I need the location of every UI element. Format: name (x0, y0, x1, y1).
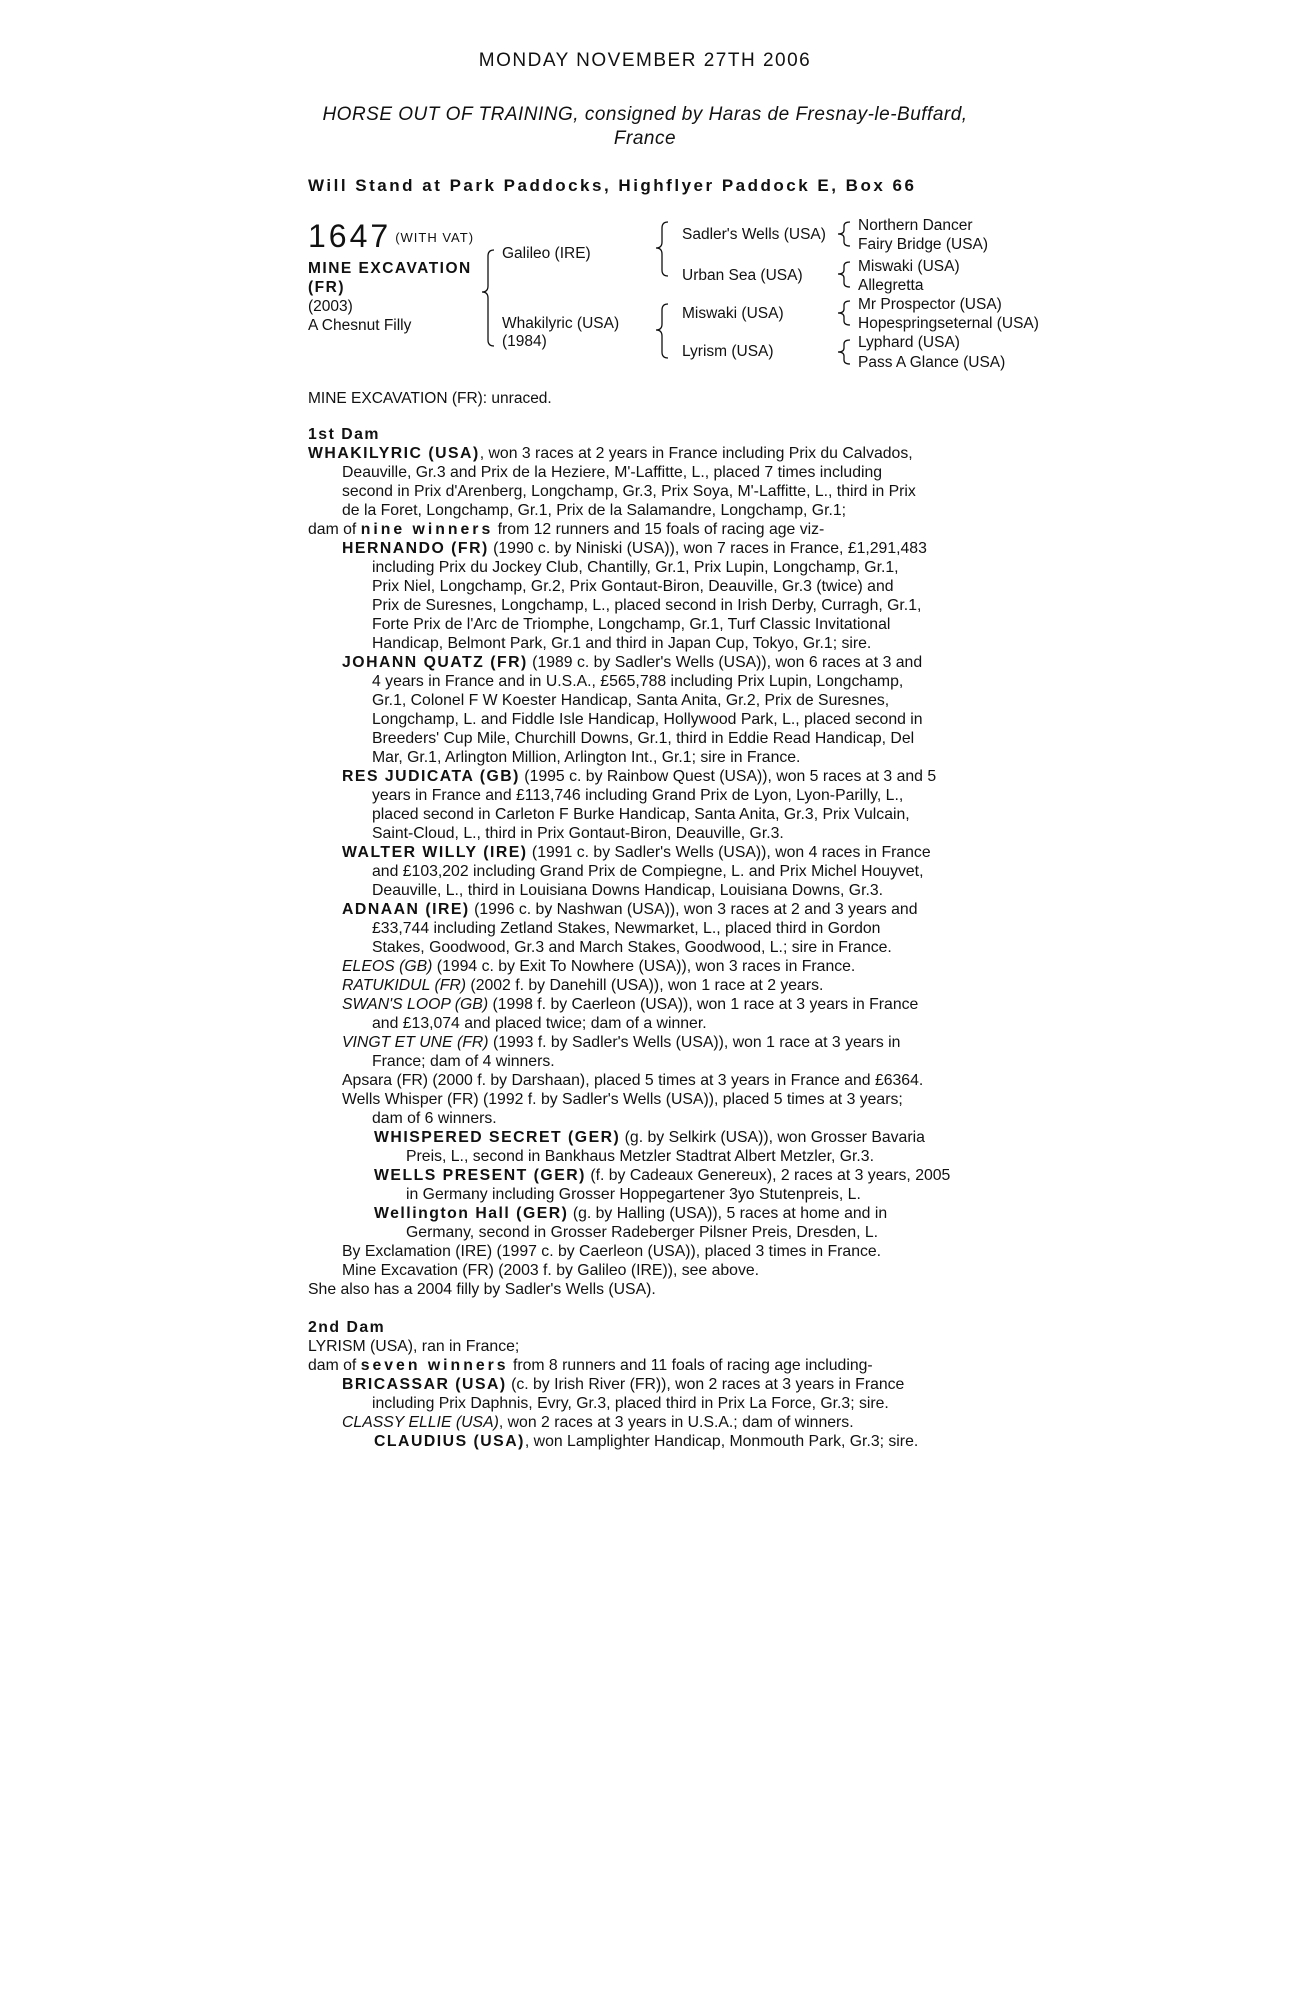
pedigree-dam-dam: Lyrism (USA) (682, 343, 774, 360)
grand-claudius: CLAUDIUS (USA), won Lamplighter Handicap, Monmouth Park, Gr.3; sire. (374, 1433, 919, 1450)
consignment-line: HORSE OUT OF TRAINING, consigned by Haras de Fresnay-le-Buffard, France (322, 104, 968, 149)
pedigree-brackets (0, 0, 1290, 400)
progeny-bricassar: BRICASSAR (USA) (c. by Irish River (FR)), won 2 races at 3 years in France including Prix Daphnis, Evry, Gr.3, placed third in Prix La Force, Gr.3; sire. (342, 1376, 905, 1412)
second-dam-of-line: dam of seven winners from 8 runners and 11 foals of racing age including- (308, 1357, 873, 1374)
pedigree-gen3-3: Miswaki (USA) (858, 258, 960, 275)
horse-name-line1: MINE EXCAVATION (308, 260, 472, 277)
pedigree-dam-sire: Miswaki (USA) (682, 305, 784, 322)
progeny-wells-whisper: Wells Whisper (FR) (1992 f. by Sadler's Wells (USA)), placed 5 times at 3 years; dam of 6 winners. (342, 1091, 903, 1127)
grand-whispered-secret: WHISPERED SECRET (GER) (g. by Selkirk (USA)), won Grosser Bavaria Preis, L., second in Bankhaus Metzler Stadtrat Albert Metzler, Gr.3. (374, 1129, 925, 1165)
horse-description: A Chesnut Filly (308, 317, 412, 334)
second-dam-heading: 2nd Dam (308, 1319, 386, 1336)
horse-name-line2: (FR) (308, 279, 345, 296)
sale-date-header: MONDAY NOVEMBER 27TH 2006 (478, 50, 812, 71)
she-also-note: She also has a 2004 filly by Sadler's Wells (USA). (308, 1281, 656, 1298)
pedigree-gen3-4: Allegretta (858, 277, 924, 294)
pedigree-gen3-6: Hopespringseternal (USA) (858, 315, 1039, 332)
progeny-vingt-et-une: VINGT ET UNE (FR) (1993 f. by Sadler's Wells (USA)), won 1 race at 3 years in France; dam of 4 winners. (342, 1034, 901, 1070)
progeny-eleos: ELEOS (GB) (1994 c. by Exit To Nowhere (USA)), won 3 races in France. (342, 958, 856, 975)
dam-of-line: dam of nine winners from 12 runners and 15 foals of racing age viz- (308, 521, 825, 538)
progeny-hernando: HERNANDO (FR) (1990 c. by Niniski (USA)), won 7 races in France, £1,291,483 including Prix du Jockey Club, Chantilly, Gr.1, Prix Lupin, Longchamp, Gr.1, Prix Niel, Longchamp, Gr.2, Prix Gontaut-Biron, Deauville, Gr.3 (twice) and Prix de Suresnes, Longchamp, L., placed second in Irish Derby, Curragh, Gr.1, Forte Prix de l'Arc de Triomphe, Longchamp, Gr.1, Turf Classic Invitational Handicap, Belmont Park, Gr.1 and third in Japan Cup, Tokyo, Gr.1; sire. (342, 540, 927, 652)
grand-wells-present: WELLS PRESENT (GER) (f. by Cadeaux Genereux), 2 races at 3 years, 2005 in Germany including Grosser Hoppegartener 3yo Stutenpreis, L. (374, 1167, 951, 1203)
vat-note: (WITH VAT) (395, 230, 475, 245)
grand-wellington-hall: Wellington Hall (GER) (g. by Halling (USA)), 5 races at home and in Germany, second in Grosser Radeberger Pilsner Preis, Dresden, L. (374, 1205, 888, 1241)
progeny-swans-loop: SWAN'S LOOP (GB) (1998 f. by Caerleon (USA)), won 1 race at 3 years in France and £13,074 and placed twice; dam of a winner. (342, 996, 919, 1032)
progeny-ratukidul: RATUKIDUL (FR) (2002 f. by Danehill (USA)), won 1 race at 2 years. (342, 977, 824, 994)
first-dam-heading: 1st Dam (308, 426, 380, 443)
race-summary: MINE EXCAVATION (FR): unraced. (308, 390, 552, 407)
pedigree-sire: Galileo (IRE) (502, 245, 591, 262)
horse-year: (2003) (308, 298, 353, 315)
stand-location: Will Stand at Park Paddocks, Highflyer Paddock E, Box 66 (308, 176, 917, 195)
pedigree-gen3-8: Pass A Glance (USA) (858, 354, 1006, 371)
progeny-adnaan: ADNAAN (IRE) (1996 c. by Nashwan (USA)), won 3 races at 2 and 3 years and £33,744 including Zetland Stakes, Newmarket, L., placed third in Gordon Stakes, Goodwood, Gr.3 and March Stakes, Goodwood, L.; sire in France. (342, 901, 918, 956)
pedigree-gen3-7: Lyphard (USA) (858, 334, 960, 351)
produce-record: 1st Dam WHAKILYRIC (USA), won 3 races at 2 years in France including Prix du Calvados, Deauville, Gr.3 and Prix de la Heziere, M'-Laffitte, L., placed 7 times including second in Prix d'Arenberg, Longchamp, Gr.3, Prix Soya, M'-Laffitte, L., third in Prix de la Foret, Longchamp, Gr.1, Prix de la Salamandre, Longchamp, Gr.1; dam of nine winners from 12 runners and 15 foals of racing age viz- HERNANDO (FR) (1990 c. by Niniski (USA)), won 7 races in France, £1,291,483 including Prix du Jockey Club, Chantilly, Gr.1, Prix Lupin, Longchamp, Gr.1, Prix Niel, Longchamp, Gr.2, Prix Gontaut-Biron, Deauville, Gr.3 (twice) and Prix de Suresnes, Longchamp, L., placed second in Irish Derby, Curragh, Gr.1, Forte Prix de l'Arc de Triomphe, Longchamp, Gr.1, Turf Classic Invitational Handicap, Belmont Park, Gr.1 and third in Japan Cup, Tokyo, Gr.1; sire. JOHANN QUATZ (FR) (1989 c. by Sadler's Wells (USA)), won 6 races at 3 and 4 years in France and in U.S.A., £565,788 including Prix Lupin, Longchamp, Gr.1, Colonel F W Koester Handicap, Santa Anita, Gr.2, Prix de Suresnes, Longchamp, L. and Fiddle Isle Handicap, Hollywood Park, L., placed second in Breeders' Cup Mile, Churchill Downs, Gr.1, third in Eddie Read Handicap, Del Mar, Gr.1, Arlington Million, Arlington Int., Gr.1; sire in France. RES JUDICATA (GB) (1995 c. by Rainbow Quest (USA)), won 5 races at 3 and 5 years in France and £113,746 including Grand Prix de Lyon, Lyon-Parilly, L., placed second in Carleton F Burke Handicap, Santa Anita, Gr.3, Prix Vulcain, Saint-Cloud, L., third in Prix Gontaut-Biron, Deauville, Gr.3. WALTER WILLY (IRE) (1991 c. by Sadler's Wells (USA)), won 4 races in France and £103,202 including Grand Prix de Compiegne, L. and Prix Michel Houyvet, Deauville, L., third in Louisiana Downs Handicap, Louisiana Downs, Gr.3. ADNAAN (IRE) (1996 c. by Nashwan (USA)), won 3 races at 2 and 3 years and £33,744 including Zetland Stakes, Newmarket, L., placed third in Gordon Stakes, Goodwood, Gr.3 and March Stakes, Goodwood, L.; sire in France. ELEOS (GB) (1994 c. by Exit To Nowhere (USA)), won 3 races in France. RATUKIDUL (FR) (2002 f. by Danehill (USA)), won 1 race at 2 years. SWAN'S LOOP (GB) (1998 f. by Caerleon (USA)), won 1 race at 3 years in France and £13,074 and placed twice; dam of a winner. VINGT ET UNE (FR) (1993 f. by Sadler's Wells (USA)), won 1 race at 3 years in France; dam of 4 winners. Apsara (FR) (2000 f. by Darshaan), placed 5 times at 3 years in France and £6364. Wells Whisper (FR) (1992 f. by Sadler's Wells (USA)), placed 5 times at 3 years; dam of 6 winners. WHISPERED SECRET (GER) (g. by Selkirk (USA)), won Grosser Bavaria Preis, L., second in Bankhaus Metzler Stadtrat Albert Metzler, Gr.3. WELLS PRESENT (GER) (f. by Cadeaux Genereux), 2 races at 3 years, 2005 in Germany including Grosser Hoppegartener 3yo Stutenpreis, L. Wellington Hall (GER) (g. by Halling (USA)), 5 races at home and in Germany, second in Grosser Radeberger Pilsner Preis, Dresden, L. By Exclamation (IRE) (1997 c. by Caerleon (USA)), placed 3 times in France. Mine Excavation (FR) (2003 f. by Galileo (IRE)), see above. She also has a 2004 filly by Sadler's Wells (USA). 2nd Dam LYRISM (USA), ran in France; dam of seven winners from 8 runners and 11 foals of racing age including- BRICASSAR (USA) (c. by Irish River (FR)), won 2 races at 3 years in France including Prix Daphnis, Evry, Gr.3, placed third in Prix La Force, Gr.3; sire. CLASSY ELLIE (USA), won 2 races at 3 years in U.S.A.; dam of winners. CLAUDIUS (USA), won Lamplighter Handicap, Monmouth Park, Gr.3; sire. (308, 425, 988, 1451)
progeny-johann-quatz: JOHANN QUATZ (FR) (1989 c. by Sadler's Wells (USA)), won 6 races at 3 and 4 years in France and in U.S.A., £565,788 including Prix Lupin, Longchamp, Gr.1, Colonel F W Koester Handicap, Santa Anita, Gr.2, Prix de Suresnes, Longchamp, L. and Fiddle Isle Handicap, Hollywood Park, L., placed second in Breeders' Cup Mile, Churchill Downs, Gr.1, third in Eddie Read Handicap, Del Mar, Gr.1, Arlington Million, Arlington Int., Gr.1; sire in France. (342, 654, 923, 766)
progeny-by-exclamation: By Exclamation (IRE) (1997 c. by Caerleon (USA)), placed 3 times in France. (342, 1243, 882, 1260)
progeny-apsara: Apsara (FR) (2000 f. by Darshaan), placed 5 times at 3 years in France and £6364. (342, 1072, 924, 1089)
pedigree-dam-year: (1984) (502, 333, 547, 350)
progeny-mine-excavation: Mine Excavation (FR) (2003 f. by Galileo (IRE)), see above. (342, 1262, 760, 1279)
lot-number: 1647 (308, 218, 392, 254)
progeny-classy-ellie: CLASSY ELLIE (USA), won 2 races at 3 years in U.S.A.; dam of winners. (342, 1414, 854, 1431)
pedigree-sire-dam: Urban Sea (USA) (682, 267, 803, 284)
pedigree-gen3-2: Fairy Bridge (USA) (858, 236, 989, 253)
progeny-walter-willy: WALTER WILLY (IRE) (1991 c. by Sadler's Wells (USA)), won 4 races in France and £103,202 including Grand Prix de Compiegne, L. and Prix Michel Houyvet, Deauville, L., third in Louisiana Downs Handicap, Louisiana Downs, Gr.3. (342, 844, 931, 899)
first-dam-name: WHAKILYRIC (USA) (308, 445, 480, 462)
pedigree-dam: Whakilyric (USA) (502, 315, 620, 332)
pedigree-gen3-5: Mr Prospector (USA) (858, 296, 1002, 313)
pedigree-sire-sire: Sadler's Wells (USA) (682, 226, 826, 243)
first-dam-line: WHAKILYRIC (USA), won 3 races at 2 years in France including Prix du Calvados, (308, 445, 913, 462)
second-dam-line: LYRISM (USA), ran in France; (308, 1338, 520, 1355)
progeny-res-judicata: RES JUDICATA (GB) (1995 c. by Rainbow Quest (USA)), won 5 races at 3 and 5 years in France and £113,746 including Grand Prix de Lyon, Lyon-Parilly, L., placed second in Carleton F Burke Handicap, Santa Anita, Gr.3, Prix Vulcain, Saint-Cloud, L., third in Prix Gontaut-Biron, Deauville, Gr.3. (342, 768, 937, 842)
pedigree-gen3-1: Northern Dancer (858, 217, 973, 234)
